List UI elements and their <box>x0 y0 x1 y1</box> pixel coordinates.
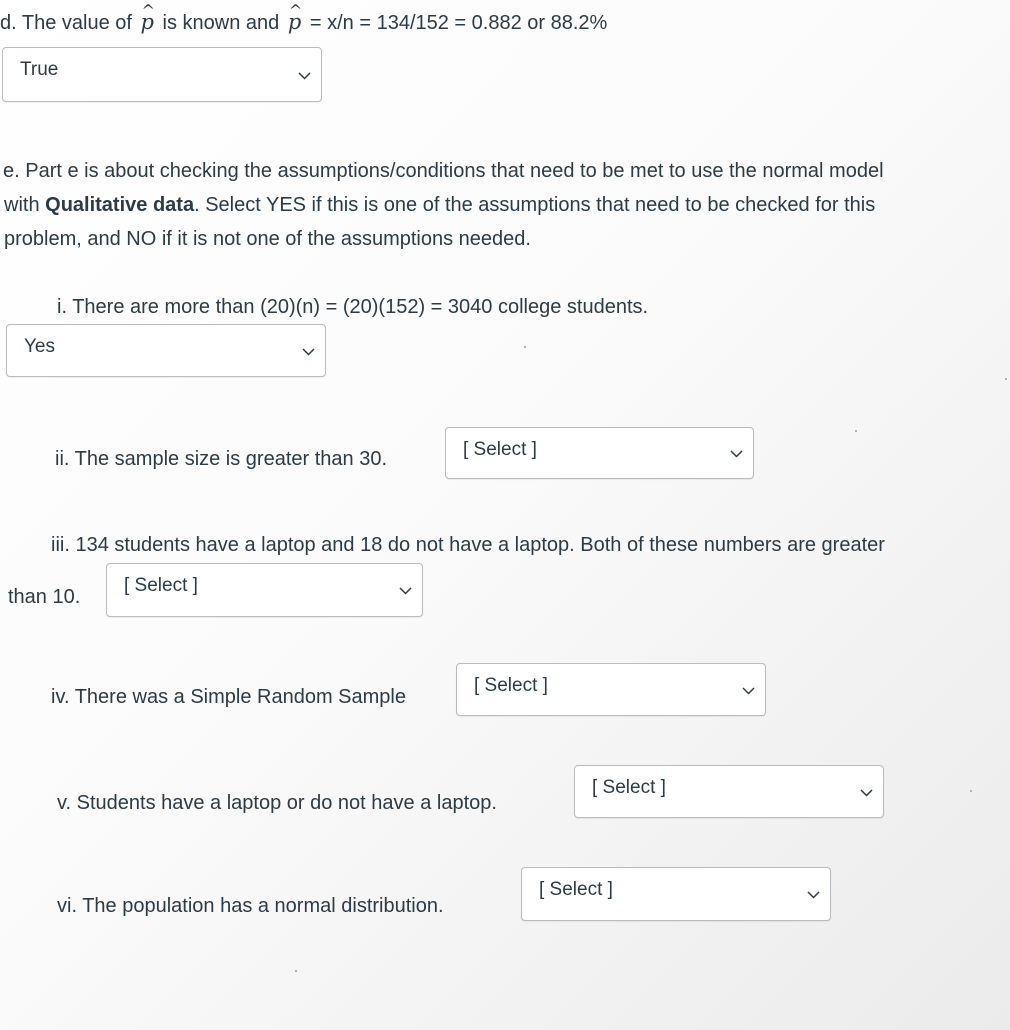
background-speck <box>1005 378 1007 380</box>
item-iii-select[interactable] <box>106 563 423 617</box>
question-d-text <box>0 8 607 37</box>
item-i-select[interactable] <box>6 324 326 377</box>
item-i-selected-value: Yes <box>24 336 55 357</box>
chevron-down-icon <box>860 789 873 797</box>
qualitative-data-bold: Qualitative data <box>45 194 195 216</box>
question-e-intro-line2 <box>4 191 875 219</box>
question-d-middle: is known and <box>162 12 280 34</box>
question-e-intro-line3: problem, and NO if it is not one of the assumptions needed. <box>4 228 531 250</box>
item-v-selected-value: [ Select ] <box>592 777 666 798</box>
background-speck <box>970 790 972 792</box>
item-v-select[interactable] <box>574 765 884 818</box>
background-speck <box>295 970 297 972</box>
item-ii-selected-value: [ Select ] <box>463 439 537 460</box>
background-speck <box>855 430 857 432</box>
chevron-down-icon <box>742 687 755 695</box>
item-vi-question: vi. The population has a normal distribution. <box>57 895 444 917</box>
background-speck <box>524 346 526 348</box>
item-iv-question: iv. There was a Simple Random Sample <box>51 686 406 708</box>
chevron-down-icon <box>807 891 820 899</box>
item-iv-selected-value: [ Select ] <box>474 675 548 696</box>
item-vi-selected-value: [ Select ] <box>539 879 613 900</box>
item-iii-question: iii. 134 students have a laptop and 18 do not have a laptop. Both of these numbers are greater <box>51 534 885 556</box>
item-vi-select[interactable] <box>521 867 831 921</box>
intro-line2-post: . Select YES if this is one of the assumptions that need to be checked for this <box>194 194 876 216</box>
item-iv-select[interactable] <box>456 663 766 716</box>
chevron-down-icon <box>399 587 412 595</box>
item-i-question: i. There are more than (20)(n) = (20)(152) = 3040 college students. <box>57 296 649 318</box>
question-e-intro-line1: e. Part e is about checking the assumptions/conditions that need to be met to use the normal model <box>3 160 884 182</box>
question-d-equation: = x/n = 134/152 = 0.882 or 88.2% <box>309 12 608 34</box>
answer-d-select[interactable] <box>2 47 322 102</box>
intro-line2-pre: with <box>4 194 40 216</box>
chevron-down-icon <box>302 348 315 356</box>
item-iii-question-cont: than 10. <box>8 586 81 608</box>
item-iii-selected-value: [ Select ] <box>124 575 198 596</box>
chevron-down-icon <box>730 450 743 458</box>
p-hat-symbol: ^ p <box>288 8 301 36</box>
item-v-question: v. Students have a laptop or do not have a laptop. <box>57 792 497 814</box>
answer-d-selected-value: True <box>20 59 59 80</box>
item-ii-question: ii. The sample size is greater than 30. <box>55 448 388 470</box>
question-d-prefix: d. The value of <box>0 12 132 34</box>
item-ii-select[interactable] <box>445 427 754 479</box>
p-hat-symbol: ^ p <box>141 8 154 36</box>
chevron-down-icon <box>298 72 311 80</box>
